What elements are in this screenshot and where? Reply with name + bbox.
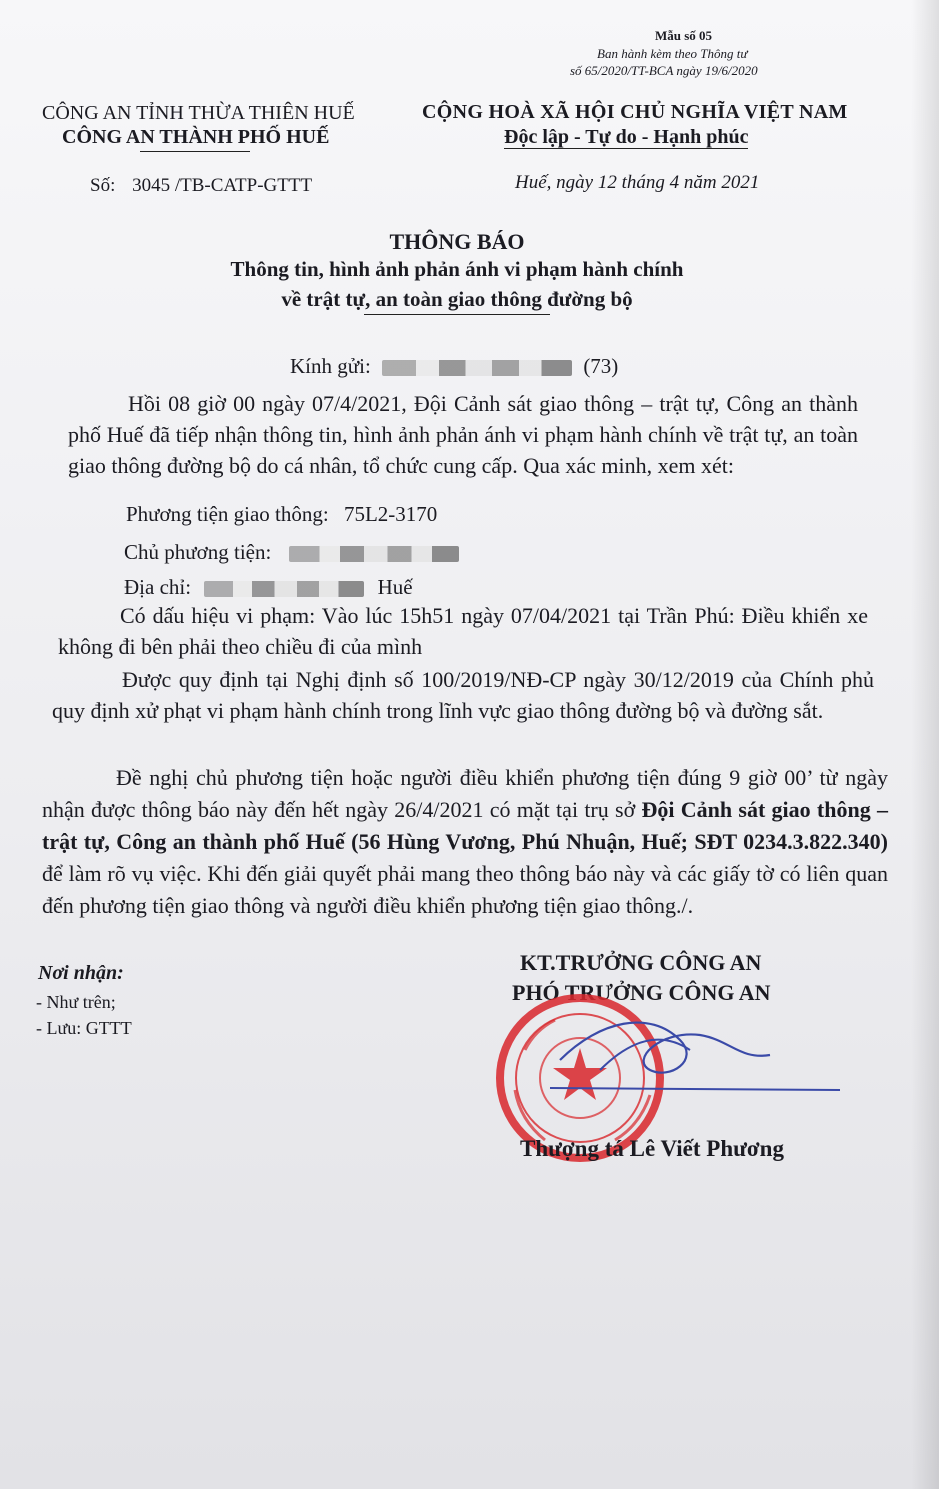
national-motto xyxy=(504,126,748,149)
national-motto-text: Độc lập - Tự do - Hạnh phúc xyxy=(504,126,749,148)
signer-name: Thượng tá Lê Viết Phương xyxy=(520,1136,784,1161)
paragraph-violation: Có dấu hiệu vi phạm: Vào lúc 15h51 ngày 07/04/2021 tại Trần Phú: Điều khiển xe không đi bên phải theo chiều đi của mình xyxy=(58,603,868,659)
title-underline xyxy=(364,314,550,315)
recipient-label: Kính gửi: xyxy=(290,354,371,378)
address-line xyxy=(124,575,413,600)
owner-line xyxy=(124,540,459,565)
address-city: Huế xyxy=(377,575,413,599)
owner-label: Chủ phương tiện: xyxy=(124,540,272,564)
place-date: Huế, ngày 12 tháng 4 năm 2021 xyxy=(515,172,760,193)
recipient-suffix: (73) xyxy=(583,354,619,378)
request-office-address: Đội Cảnh sát giao thông – trật tự, Công an thành phố Huế (56 Hùng Vương, Phú Nhuận, Huế; SĐT 0234.3.822.340) xyxy=(42,797,888,854)
vehicle-label: Phương tiện giao thông: xyxy=(126,502,329,526)
redacted-address xyxy=(204,581,364,597)
notice-title: THÔNG BÁO xyxy=(389,229,525,254)
handwritten-signature xyxy=(540,1000,850,1110)
signature-title-1: KT.TRƯỞNG CÔNG AN xyxy=(520,950,762,975)
redacted-recipient-name xyxy=(382,360,572,376)
vehicle-plate: 75L2-3170 xyxy=(343,502,438,526)
form-issued-line1: Ban hành kèm theo Thông tư xyxy=(597,46,748,61)
national-title: CỘNG HOÀ XÃ HỘI CHỦ NGHĨA VIỆT NAM xyxy=(422,101,848,123)
doc-number-value: 3045 /TB-CATP-GTTT xyxy=(132,175,313,196)
agency-underline xyxy=(140,151,250,152)
recipients-item-2: - Lưu: GTTT xyxy=(36,1018,132,1038)
paragraph-regulation: Được quy định tại Nghị định số 100/2019/NĐ-CP ngày 30/12/2019 của Chính phủ quy định xử phạt vi phạm hành chính trong lĩnh vực giao thông đường bộ và đường sắt. xyxy=(52,667,874,723)
request-text-b: để làm rõ vụ việc. Khi đến giải quyết phải mang theo thông báo này và các giấy tờ có liên quan đến phương tiện giao thông và người điều khiển phương tiện giao thông./. xyxy=(42,861,888,918)
paragraph-intro: Hồi 08 giờ 00 ngày 07/4/2021, Đội Cảnh sát giao thông – trật tự, Công an thành phố Huế đã tiếp nhận thông tin, hình ảnh phản ánh vi phạm hành chính về trật tự, an toàn giao thông đường bộ do cá nhân, tổ chức cung cấp. Qua xác minh, xem xét: xyxy=(68,391,858,478)
doc-number-label: Số: xyxy=(90,175,116,196)
doc-number xyxy=(90,175,312,197)
redacted-owner-name xyxy=(289,546,459,562)
agency-city xyxy=(62,126,329,149)
vehicle-line xyxy=(126,502,437,527)
notice-subtitle-1: Thông tin, hình ảnh phản ánh vi phạm hành chính xyxy=(230,257,684,281)
page-shadow-edge xyxy=(911,0,939,1489)
recipients-item-1: - Như trên; xyxy=(36,992,116,1012)
recipients-title: Nơi nhận: xyxy=(38,962,124,984)
agency-city-text: CÔNG AN THÀNH PHỐ HUẾ xyxy=(62,126,330,148)
address-label: Địa chỉ: xyxy=(124,575,192,599)
signature-title-2: PHÓ TRƯỞNG CÔNG AN xyxy=(512,980,771,1005)
notice-subtitle-2 xyxy=(0,287,914,312)
paragraph-request xyxy=(42,762,888,922)
recipient-line xyxy=(290,354,618,379)
agency-province: CÔNG AN TỈNH THỪA THIÊN HUẾ xyxy=(42,102,355,124)
form-issued-line2: số 65/2020/TT-BCA ngày 19/6/2020 xyxy=(570,63,758,78)
notice-subtitle-2-text: về trật tự, an toàn giao thông đường bộ xyxy=(281,287,633,311)
form-number: Mẫu số 05 xyxy=(655,28,713,43)
request-text-a: Đề nghị chủ phương tiện hoặc người điều khiển phương tiện đúng 9 giờ 00’ từ ngày nhận được thông báo này đến hết ngày 26/4/2021 có mặt tại trụ sở xyxy=(42,765,888,822)
